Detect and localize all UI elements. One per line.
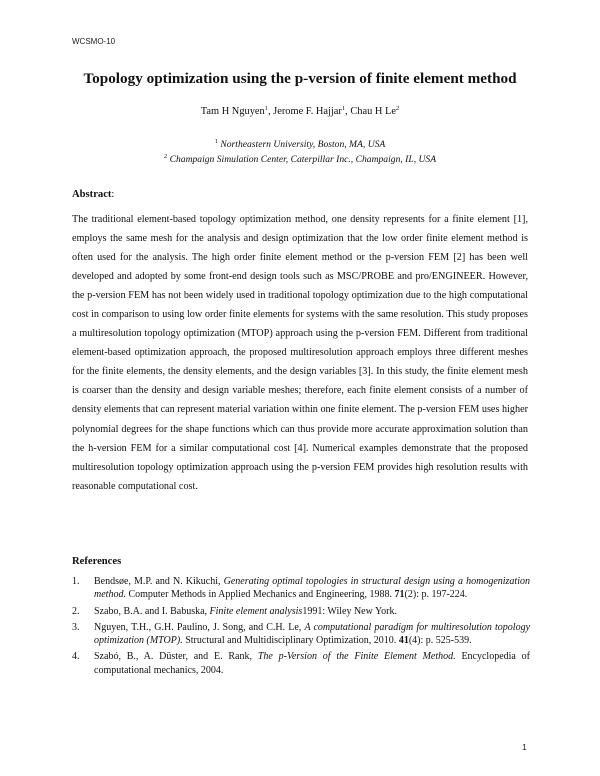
reference-authors: Szabó, B., A. Düster, and E. Rank, [94,651,258,663]
references-heading: References [72,556,122,567]
affiliation-text: Northeastern University, Boston, MA, USA [220,139,386,150]
abstract-heading-label: Abstract [72,189,112,200]
page-number: 1 [522,742,527,752]
reference-item [72,621,530,648]
affiliation-1 [0,139,600,150]
author-separator: , [267,106,274,117]
reference-pages: (4): p. 525-539. [408,635,472,647]
author-name: Jerome F. Hajjar [273,106,342,117]
reference-authors: Bendsøe, M.P. and N. Kikuchi, [94,576,224,587]
reference-authors: Szabo, B.A. and I. Babuska, [94,605,210,617]
reference-number: 3. [72,621,80,633]
reference-item [72,575,530,602]
affiliation-mark: 2 [163,153,168,160]
author-separator: , [345,106,351,117]
abstract-heading-colon: : [111,189,115,200]
reference-number: 4. [72,651,80,663]
paper-title: Topology optimization using the p-version of finite element method [83,70,517,87]
author-name: Chau H Le [350,106,396,117]
reference-title: Generating optimal topologies in structural design using a homogenization method. [94,576,530,601]
author-affiliation-mark: 1 [264,105,268,112]
reference-authors: Nguyen, T.H., G.H. Paulino, J. Song, and C.H. Le, [94,621,305,633]
reference-pages: (2): p. 197-224. [404,589,468,601]
reference-source: Encyclopedia of computational mechanics, 2004. [94,651,530,676]
affiliation-2 [0,154,600,165]
author-name: Tam H Nguyen [200,106,265,117]
conference-tag: WCSMO-10 [72,37,116,46]
reference-number: 1. [72,576,80,587]
author-affiliation-mark: 1 [341,105,346,112]
reference-list [72,575,530,680]
reference-number: 2. [72,605,80,617]
reference-title: Finite element analysis [209,605,303,617]
reference-item [72,605,530,618]
reference-source: Structural and Multidisciplinary Optimization, 2010. [182,635,399,647]
author-list [0,106,600,117]
reference-source: 1991: Wiley New York. [302,605,398,617]
reference-volume: 71 [394,589,405,601]
affiliation-text: Champaign Simulation Center, Caterpillar Inc., Champaign, IL, USA [169,154,437,165]
reference-source: Computer Methods in Applied Mechanics and Engineering, 1988. [125,589,395,601]
author-affiliation-mark: 2 [395,105,400,112]
reference-title: The p-Version of the Finite Element Method. [257,651,456,663]
abstract-body: The traditional element-based topology optimization method, one density represents for a finite element [1], employs the same mesh for the analysis and design optimization that the low order finite element method is often used for the analysis. The high order finite element method or the p-version FEM [2] has been well developed and adopted by some front-end design tools such as MSC/PROBE and pro/ENGINEER. However, the p-version FEM has not been widely used in traditional topology optimization due to the high computational cost in comparison to using low order finite elements for systems with the same resolution. This study proposes a multiresolution topology optimization (MTOP) approach using the p-version FEM. Different from traditional element-based optimization approach, the proposed multiresolution approach employs three different meshes for the finite elements, the density elements, and the design variables [3]. In this study, the finite element mesh is coarser than the density and design variable meshes; therefore, each finite element consists of a number of density elements that can represent material variation within one finite element. The p-version FEM uses higher polynomial degrees for the shape functions which can thus provide more accurate approximation solution than the h-version FEM for a similar computational cost [4]. Numerical examples demonstrate that the proposed multiresolution topology optimization approach using the p-version FEM provides high resolution results with reasonable computational cost. [72,214,528,492]
reference-volume: 41 [398,635,409,647]
affiliation-mark: 1 [214,138,218,145]
reference-title: A computational paradigm for multiresolution topology optimization (MTOP). [94,621,531,647]
abstract-heading [72,189,114,200]
reference-item [72,650,530,677]
